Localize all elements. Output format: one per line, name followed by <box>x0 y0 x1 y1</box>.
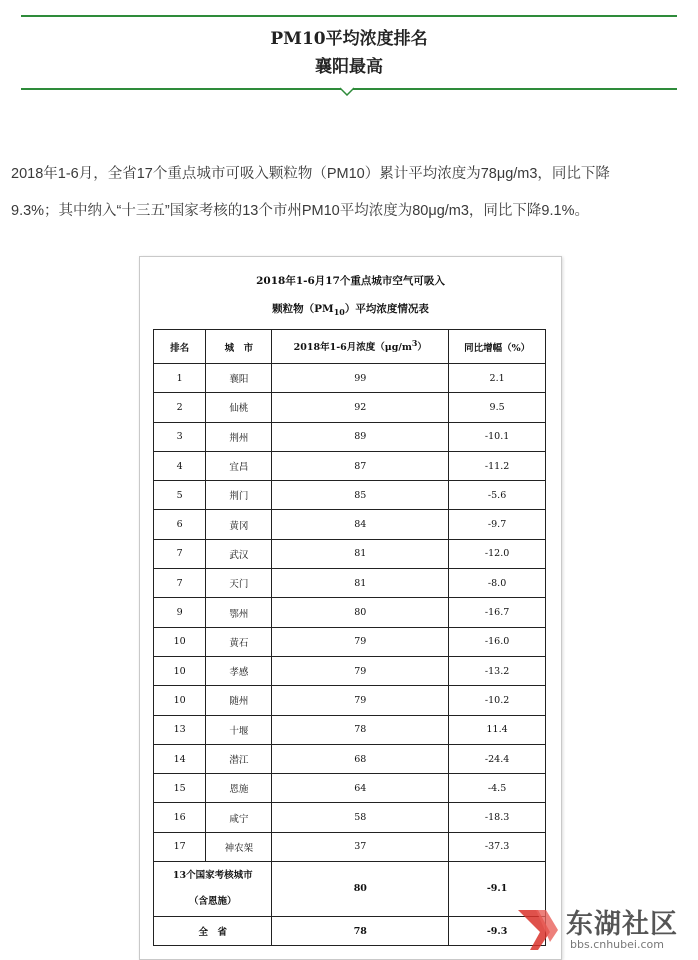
cell-city: 随州 <box>206 686 272 715</box>
watermark <box>514 900 698 958</box>
table-title-line-2 <box>140 301 561 317</box>
cell-change: -18.3 <box>449 803 546 832</box>
cell-change: 11.4 <box>449 715 546 744</box>
table-row <box>154 598 546 627</box>
cell-concentration: 87 <box>272 451 449 480</box>
cell-concentration: 80 <box>272 598 449 627</box>
cell-change: -8.0 <box>449 569 546 598</box>
cell-rank: 13 <box>154 715 206 744</box>
table-title-post: ）平均浓度情况表 <box>344 303 429 315</box>
header-city: 城 市 <box>206 330 272 364</box>
table-row <box>154 715 546 744</box>
cell-city: 恩施 <box>206 774 272 803</box>
table-row <box>154 510 546 539</box>
summary-label-line-2: （含恩施） <box>188 896 237 908</box>
summary-label <box>154 862 272 917</box>
paragraph-line-2: 9.3%；其中纳入“十三五”国家考核的13个市州PM10平均浓度为80μg/m3，同比下降9.1%。 <box>11 203 589 219</box>
cell-rank: 17 <box>154 832 206 861</box>
cell-city: 孝感 <box>206 656 272 685</box>
table-row <box>154 832 546 861</box>
cell-concentration: 37 <box>272 832 449 861</box>
table-title-sub: 10 <box>333 307 345 318</box>
summary-label-line-1: 全 省 <box>198 927 227 939</box>
summary-change: -9.1 <box>449 862 546 917</box>
cell-rank: 1 <box>154 364 206 393</box>
cell-rank: 5 <box>154 481 206 510</box>
summary-concentration: 80 <box>272 862 449 917</box>
cell-rank: 14 <box>154 744 206 773</box>
cell-city: 神农架 <box>206 832 272 861</box>
table-row <box>154 656 546 685</box>
table-row <box>154 627 546 656</box>
cell-city: 荆门 <box>206 481 272 510</box>
header-change: 同比增幅（%） <box>449 330 546 364</box>
cell-rank: 15 <box>154 774 206 803</box>
cell-rank: 10 <box>154 656 206 685</box>
cell-concentration: 58 <box>272 803 449 832</box>
cell-concentration: 85 <box>272 481 449 510</box>
watermark-name: 东湖社区 <box>566 909 678 940</box>
summary-concentration: 78 <box>272 917 449 946</box>
table-row <box>154 686 546 715</box>
table-title-line-1: 2018年1-6月17个重点城市空气可吸入 <box>256 275 445 287</box>
cell-change: -10.2 <box>449 686 546 715</box>
cell-concentration: 79 <box>272 656 449 685</box>
cell-rank: 4 <box>154 451 206 480</box>
table-title-pre: 颗粒物（PM <box>272 303 334 315</box>
cell-change: -13.2 <box>449 656 546 685</box>
cell-city: 黄冈 <box>206 510 272 539</box>
header-concentration <box>272 330 449 364</box>
cell-rank: 6 <box>154 510 206 539</box>
cell-concentration: 64 <box>272 774 449 803</box>
table-row <box>154 774 546 803</box>
table-row <box>154 393 546 422</box>
cell-change: 2.1 <box>449 364 546 393</box>
cell-change: -24.4 <box>449 744 546 773</box>
header-rank: 排名 <box>154 330 206 364</box>
cell-rank: 2 <box>154 393 206 422</box>
cell-change: -37.3 <box>449 832 546 861</box>
cell-change: -16.7 <box>449 598 546 627</box>
site-logo-icon <box>516 902 566 952</box>
header-conc-sup: 3 <box>411 339 418 349</box>
section-title: PM10平均浓度排名 <box>270 29 428 49</box>
cell-concentration: 92 <box>272 393 449 422</box>
article-header <box>21 0 677 100</box>
cell-city: 潜江 <box>206 744 272 773</box>
cell-city: 仙桃 <box>206 393 272 422</box>
cell-concentration: 79 <box>272 627 449 656</box>
cell-rank: 16 <box>154 803 206 832</box>
header-top-rule <box>21 15 677 17</box>
table-row <box>154 744 546 773</box>
cell-concentration: 81 <box>272 539 449 568</box>
cell-change: -11.2 <box>449 451 546 480</box>
cell-change: -9.7 <box>449 510 546 539</box>
cell-city: 天门 <box>206 569 272 598</box>
cell-city: 十堰 <box>206 715 272 744</box>
summary-label-line-1: 13个国家考核城市 <box>172 870 253 882</box>
cell-rank: 3 <box>154 422 206 451</box>
cell-city: 荆州 <box>206 422 272 451</box>
scanned-table-image <box>139 256 562 960</box>
cell-city: 咸宁 <box>206 803 272 832</box>
table-header-row <box>154 330 546 364</box>
cell-change: -4.5 <box>449 774 546 803</box>
cell-concentration: 81 <box>272 569 449 598</box>
cell-change: -10.1 <box>449 422 546 451</box>
cell-rank: 10 <box>154 686 206 715</box>
cell-rank: 10 <box>154 627 206 656</box>
cell-city: 鄂州 <box>206 598 272 627</box>
cell-city: 武汉 <box>206 539 272 568</box>
header-conc-pre: 2018年1-6月浓度（μg/m <box>293 342 412 354</box>
cell-change: -5.6 <box>449 481 546 510</box>
chevron-down-icon <box>340 82 354 96</box>
cell-rank: 7 <box>154 539 206 568</box>
cell-concentration: 84 <box>272 510 449 539</box>
section-subtitle: 襄阳最高 <box>315 57 383 77</box>
summary-label <box>154 917 272 946</box>
cell-city: 黄石 <box>206 627 272 656</box>
cell-change: -16.0 <box>449 627 546 656</box>
table-row <box>154 451 546 480</box>
summary-row <box>154 917 546 946</box>
cell-concentration: 78 <box>272 715 449 744</box>
paragraph-line-1: 2018年1-6月，全省17个重点城市可吸入颗粒物（PM10）累计平均浓度为78μg/m3，同比下降 <box>11 166 610 182</box>
summary-change: -9.3 <box>449 917 546 946</box>
cell-change: -12.0 <box>449 539 546 568</box>
cell-concentration: 89 <box>272 422 449 451</box>
cell-city: 宜昌 <box>206 451 272 480</box>
cell-rank: 7 <box>154 569 206 598</box>
cell-concentration: 99 <box>272 364 449 393</box>
watermark-url: bbs.cnhubei.com <box>570 938 664 951</box>
pm10-table <box>153 329 546 946</box>
table-row <box>154 569 546 598</box>
table-row <box>154 364 546 393</box>
table-row <box>154 481 546 510</box>
article-paragraph <box>11 156 691 230</box>
summary-row <box>154 862 546 917</box>
table-row <box>154 803 546 832</box>
table-row <box>154 422 546 451</box>
cell-change: 9.5 <box>449 393 546 422</box>
cell-concentration: 68 <box>272 744 449 773</box>
cell-rank: 9 <box>154 598 206 627</box>
table-row <box>154 539 546 568</box>
cell-city: 襄阳 <box>206 364 272 393</box>
cell-concentration: 79 <box>272 686 449 715</box>
header-conc-post: ） <box>417 342 427 354</box>
